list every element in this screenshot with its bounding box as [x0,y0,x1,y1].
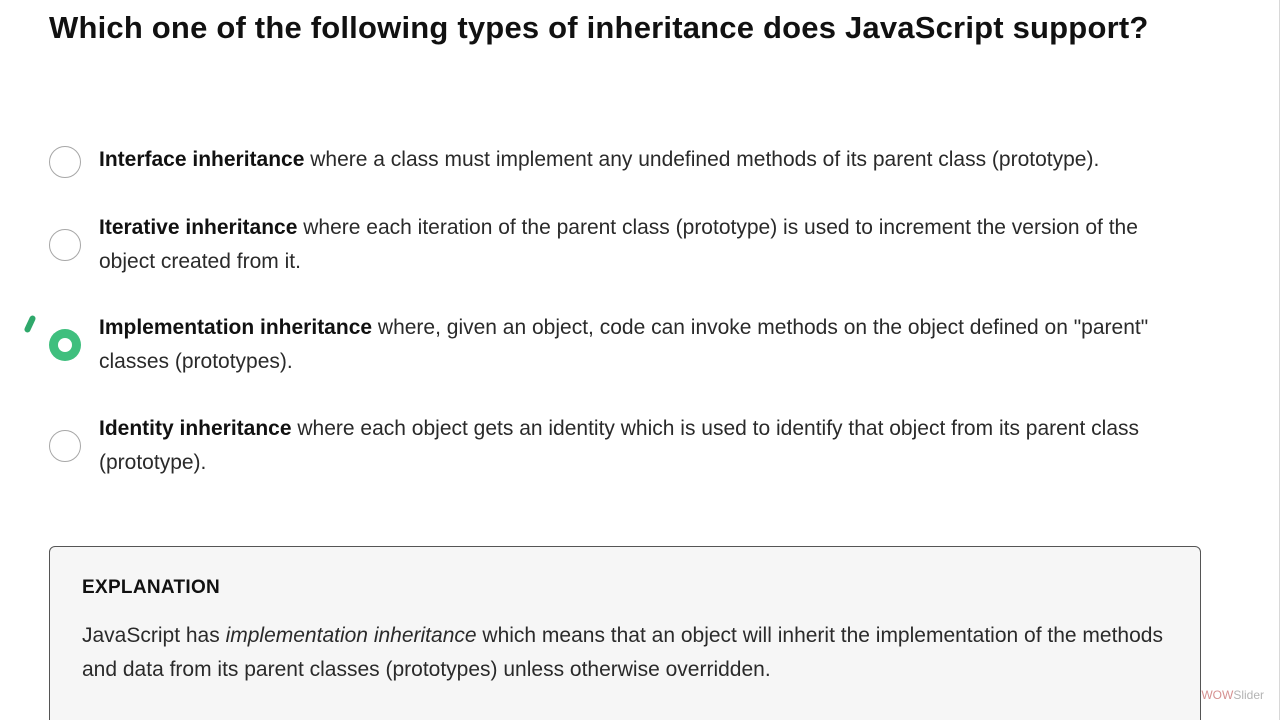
option-description: where each iteration of the parent class (prototype) is used to increment the version of the object created from it. [99,216,1138,273]
option-title: Identity inheritance [99,417,292,440]
explanation-text-end: which means that an object will inherit the implementation of the methods and data from its parent classes (prototypes) unless otherwise overridden. [82,624,1163,681]
pen-annotation-mark [23,315,36,334]
watermark-part-1: WOW [1201,688,1234,702]
explanation-heading: EXPLANATION [82,577,221,598]
option-text [99,143,1199,177]
radio-button-implementation-selected[interactable] [49,329,81,361]
explanation-text [82,619,1172,687]
option-title: Implementation inheritance [99,316,373,339]
explanation-emphasis: implementation inheritance [225,624,477,647]
question-title: Which one of the following types of inheritance does JavaScript support? [49,10,1149,45]
radio-button-iterative[interactable] [49,229,81,261]
explanation-text-start: JavaScript has [82,624,220,647]
radio-button-identity[interactable] [49,430,81,462]
option-text [99,311,1199,379]
option-text [99,412,1199,480]
option-title: Iterative inheritance [99,216,298,239]
explanation-box [49,546,1201,720]
watermark-part-2: Slider [1233,688,1264,702]
radio-button-interface[interactable] [49,146,81,178]
option-description: where a class must implement any undefined methods of its parent class (prototype). [310,148,1100,171]
option-description: where, given an object, code can invoke methods on the object defined on "parent" classes (prototypes). [99,316,1149,373]
option-description: where each object gets an identity which is used to identify that object from its parent class (prototype). [99,417,1140,474]
watermark-logo [1201,688,1264,702]
option-text [99,211,1199,279]
option-title: Interface inheritance [99,148,305,171]
